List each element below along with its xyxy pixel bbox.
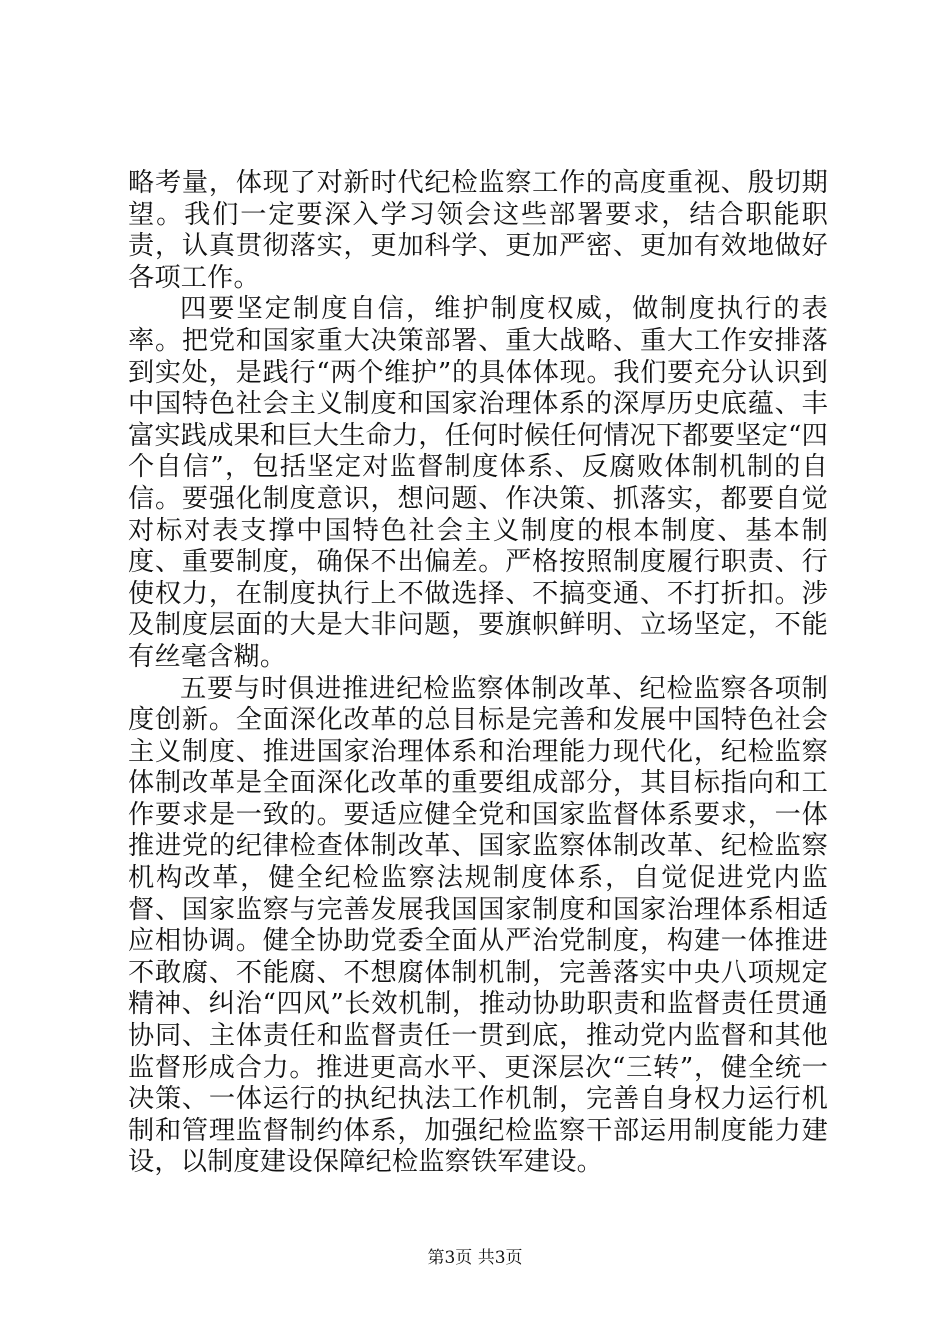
page-number-footer: 第3页 共3页 bbox=[427, 1248, 523, 1268]
paragraph-point-four: 四要坚定制度自信，维护制度权威，做制度执行的表率。把党和国家重大决策部署、重大战略、重大工作安排落到实处，是践行“两个维护”的具体体现。我们要充分认识到中国特色社会主义制度和国家治理体系的深厚历史底蕴、丰富实践成果和巨大生命力，任何时候任何情况下都要坚定“四个自信”，包括坚定对监督制度体系、反腐败体制机制的自信。要强化制度意识，想问题、作决策、抓落实，都要自觉对标对表支撑中国特色社会主义制度的根本制度、基本制度、重要制度，确保不出偏差。严格按照制度履行职责、行使权力，在制度执行上不做选择、不搞变通、不打折扣。涉及制度层面的大是大非问题，要旗帜鲜明、立场坚定，不能有丝毫含糊。 bbox=[128, 294, 828, 672]
paragraph-continuation: 略考量，体现了对新时代纪检监察工作的高度重视、殷切期望。我们一定要深入学习领会这些部署要求，结合职能职责，认真贯彻落实，更加科学、更加严密、更加有效地做好各项工作。 bbox=[128, 168, 828, 293]
document-body bbox=[128, 168, 828, 1179]
paragraph-point-five: 五要与时俱进推进纪检监察体制改革、纪检监察各项制度创新。全面深化改革的总目标是完善和发展中国特色社会主义制度、推进国家治理体系和治理能力现代化，纪检监察体制改革是全面深化改革的重要组成部分，其目标指向和工作要求是一致的。要适应健全党和国家监督体系要求，一体推进党的纪律检查体制改革、国家监察体制改革、纪检监察机构改革，健全纪检监察法规制度体系，自觉促进党内监督、国家监察与完善发展我国国家制度和国家治理体系相适应相协调。健全协助党委全面从严治党制度，构建一体推进不敢腐、不能腐、不想腐体制机制，完善落实中央八项规定精神、纠治“四风”长效机制，推动协助职责和监督责任贯通协同、主体责任和监督责任一贯到底，推动党内监督和其他监督形成合力。推进更高水平、更深层次“三转”，健全统一决策、一体运行的执纪执法工作机制，完善自身权力运行机制和管理监督制约体系，加强纪检监察干部运用制度能力建设，以制度建设保障纪检监察铁军建设。 bbox=[128, 673, 828, 1178]
